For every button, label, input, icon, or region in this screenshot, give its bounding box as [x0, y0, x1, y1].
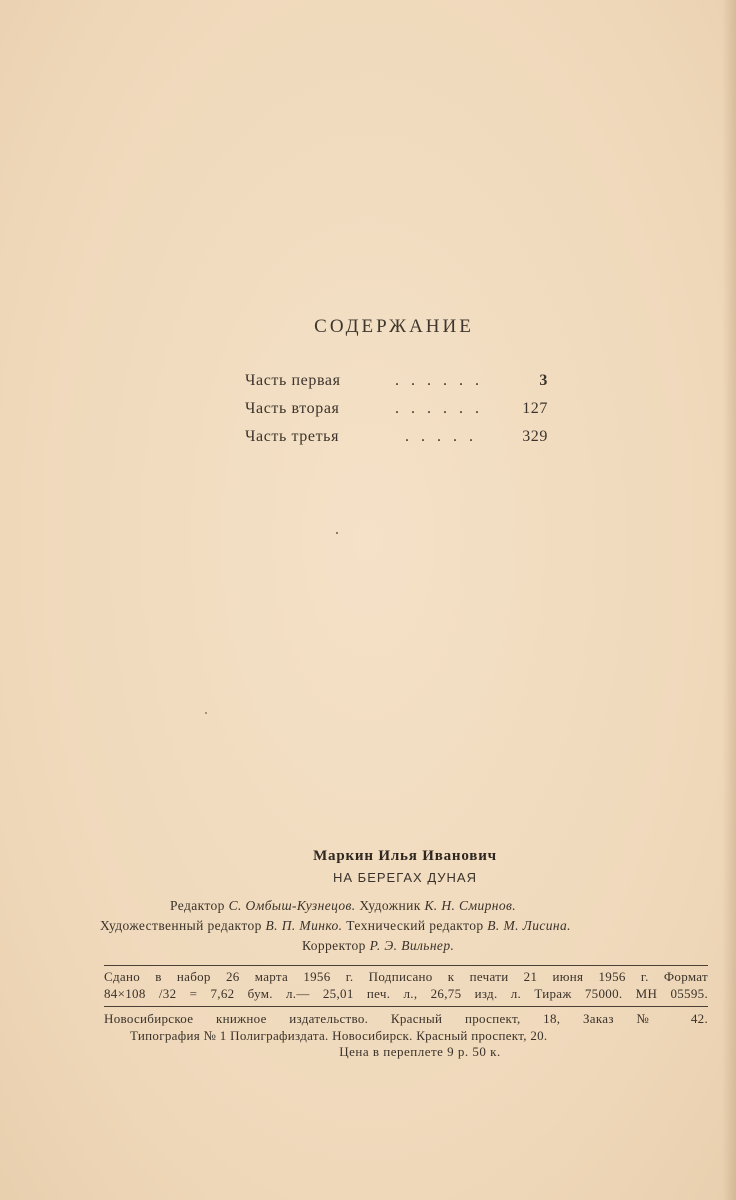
toc-entry-label: Часть третья [245, 428, 340, 445]
editor-role: Редактор [170, 898, 225, 913]
toc-entry-page: 3 [539, 372, 548, 389]
proofreader-name: Р. Э. Вильнер. [369, 938, 455, 953]
print-details-line: 84×108 /32 = 7,62 бум. л.— 25,01 печ. л., 26,75 изд. л. Тираж 75000. МН 05595. [104, 986, 708, 1001]
art-editor-name: В. П. Минко. [265, 918, 343, 933]
tech-editor-role: Технический редактор [346, 918, 484, 933]
divider [104, 965, 708, 966]
price: Цена в переплете 9 р. 50 к. [339, 1044, 501, 1059]
toc-entry-label: Часть первая [245, 372, 341, 389]
paper-speck [205, 712, 207, 714]
art-editor-role: Художественный редактор [100, 918, 262, 933]
credit-line-proofreader [100, 936, 712, 956]
toc-entry-page: 127 [522, 400, 548, 417]
toc-entry-leader: . . . . . [405, 428, 477, 445]
print-details [104, 968, 708, 1002]
editor-name: С. Омбыш-Кузнецов. [228, 898, 356, 913]
publisher-line: Новосибирское книжное издательство. Красный проспект, 18, Заказ № 42. [104, 1011, 708, 1026]
toc-entry [245, 428, 550, 456]
toc-entry [245, 372, 550, 400]
toc-entry [245, 400, 550, 428]
table-of-contents [245, 372, 550, 456]
toc-entry-label: Часть вторая [245, 400, 340, 417]
page-edge-shadow [722, 0, 736, 1200]
toc-entry-leader: . . . . . . [395, 372, 483, 389]
credits [100, 896, 712, 956]
credit-line-editors [100, 896, 712, 916]
print-details-line: Сдано в набор 26 марта 1956 г. Подписано к печати 21 июня 1956 г. Формат [104, 969, 708, 984]
publisher-details [104, 1010, 708, 1044]
divider [104, 1006, 708, 1007]
author-name: Маркин Илья Иванович [313, 848, 497, 864]
toc-entry-page: 329 [522, 428, 548, 445]
credit-line-art-tech [100, 916, 712, 936]
toc-entry-leader: . . . . . . [395, 400, 483, 417]
proofreader-role: Корректор [302, 938, 366, 953]
book-title: НА БЕРЕГАХ ДУНАЯ [333, 870, 477, 885]
toc-title: СОДЕРЖАНИЕ [314, 316, 474, 337]
artist-role: Художник [359, 898, 421, 913]
paper-speck [336, 532, 338, 534]
tech-editor-name: В. М. Лисина. [487, 918, 571, 933]
artist-name: К. Н. Смирнов. [424, 898, 517, 913]
publisher-line: Типография № 1 Полиграфиздата. Новосибирск. Красный проспект, 20. [130, 1028, 548, 1043]
